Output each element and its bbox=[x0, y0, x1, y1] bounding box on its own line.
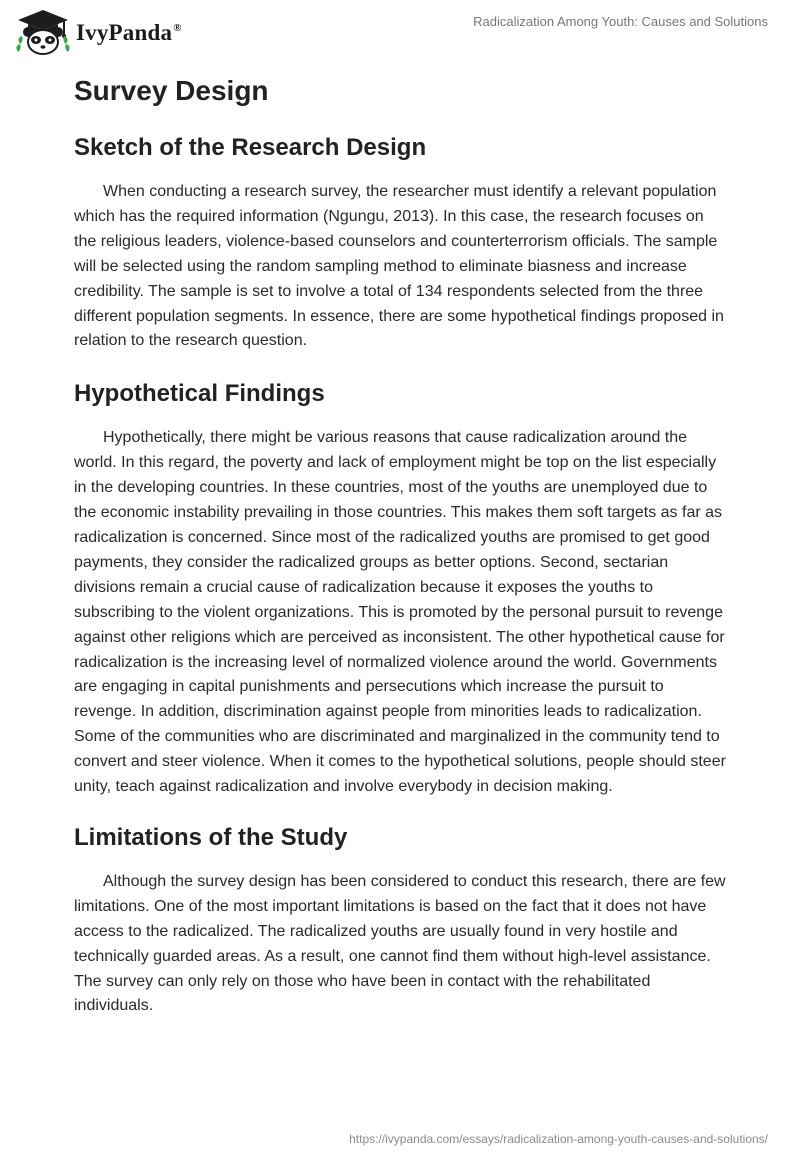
document-header-title: Radicalization Among Youth: Causes and Solutions bbox=[473, 14, 768, 29]
essay-content bbox=[74, 72, 726, 1019]
page-header bbox=[0, 0, 800, 70]
section-paragraph-findings: Hypothetically, there might be various reasons that cause radicalization around the world. In this regard, the poverty and lack of employment might be top on the list especially in the developing countries. In these countries, most of the youths are unemployed due to the economic instability prevailing in those countries. This makes them soft targets as far as radicalization is concerned. Since most of the radicalized youths are promised to get good payments, they consider the radicalized groups as better options. Second, sectarian divisions remain a crucial cause of radicalization because it exposes the youths to subscribing to the violent organizations. This is promoted by the personal pursuit to revenge against other religions which are perceived as inconsistent. The other hypothetical cause for radicalization is the increasing level of normalized violence around the world. Governments are engaging in capital punishments and persecutions which increase the pursuit to revenge. In addition, discrimination against people from minorities leads to radicalization. Some of the communities who are discriminated and marginalized in the community tend to convert and steer violence. When it comes to the hypothetical solutions, people should steer unity, teach against radicalization and involve everybody in decision making. bbox=[74, 429, 726, 796]
ivypanda-logo[interactable] bbox=[14, 8, 182, 56]
section-heading-limitations: Limitations of the Study bbox=[74, 823, 348, 851]
page-title: Survey Design bbox=[74, 75, 269, 106]
section-paragraph-sketch: When conducting a research survey, the researcher must identify a relevant population which has the required information (Ngungu, 2013). In this case, the research focuses on the religious leaders, violence-based counselors and counterterrorism officials. The sample will be selected using the random sampling method to eliminate biasness and increase credibility. The sample is set to involve a total of 134 respondents selected from the three different population segments. In essence, there are some hypothetical findings proposed in relation to the research question. bbox=[74, 183, 724, 350]
panda-graduate-icon bbox=[14, 8, 72, 56]
brand-name: IvyPanda® bbox=[76, 20, 182, 45]
section-heading-sketch: Sketch of the Research Design bbox=[74, 134, 427, 161]
section-paragraph-limitations: Although the survey design has been considered to conduct this research, there are few limitations. One of the most important limitations is based on the fact that it does not have access to the radicalized. The radicalized youths are usually found in very hostile and technically guarded areas. As a result, one cannot find them without high-level assistance. The survey can only rely on those who have been in contact with the rehabilitated individuals. bbox=[74, 872, 726, 1015]
section-heading-findings: Hypothetical Findings bbox=[74, 380, 325, 408]
footer-source-url[interactable]: https://ivypanda.com/essays/radicalization-among-youth-causes-and-solutions/ bbox=[349, 1132, 768, 1146]
